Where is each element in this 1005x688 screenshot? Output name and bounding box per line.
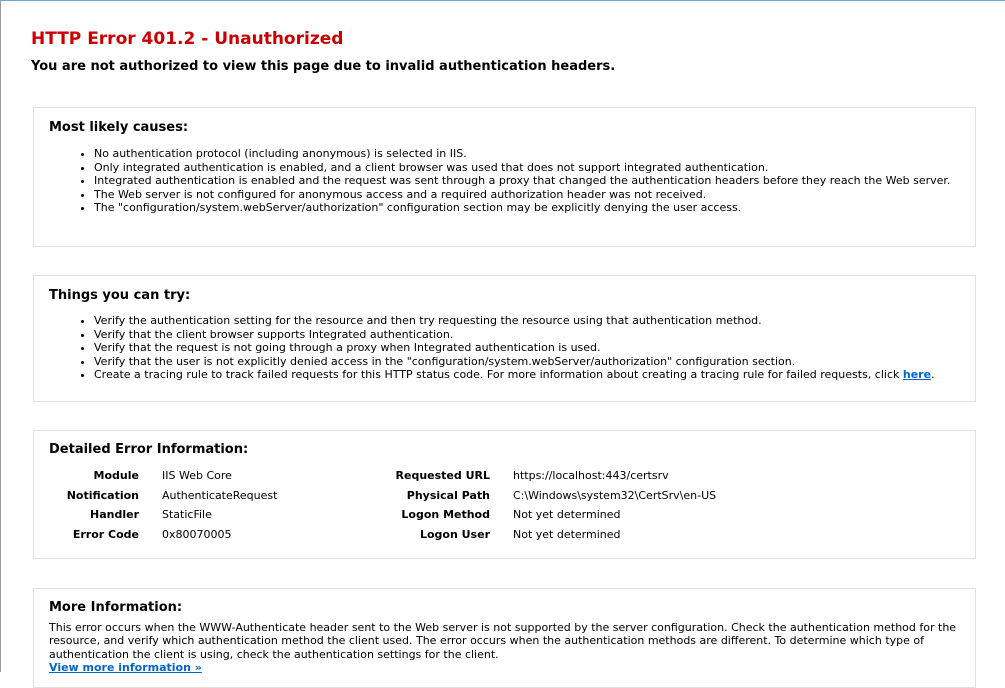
list-item: • The Web server is not configured for anonymous access and a required authorization header was not received. <box>94 188 964 202</box>
physical-path-label: Physical Path <box>406 488 490 502</box>
logon-method-value: Not yet determined <box>513 508 621 522</box>
table-row <box>364 508 716 528</box>
list-item: • Integrated authentication is enabled and the request was sent through a proxy that changed the authentication headers before they reach the Web server. <box>94 174 964 188</box>
causes-panel <box>33 107 976 247</box>
list-item: • Verify that the client browser supports Integrated authentication. <box>94 328 964 342</box>
physical-path-value: C:\Windows\system32\CertSrv\en-US <box>513 488 717 502</box>
table-row <box>49 489 277 509</box>
handler-value: StaticFile <box>162 508 212 522</box>
handler-label: Handler <box>90 508 139 522</box>
try-panel <box>33 275 976 402</box>
detail-panel <box>33 430 976 559</box>
table-row <box>49 508 277 528</box>
list-item: • Only integrated authentication is enabled, and a client browser was used that does not support integrated authentication. <box>94 161 964 175</box>
top-border <box>0 0 1005 1</box>
page-subtitle: You are not authorized to view this page due to invalid authentication headers. <box>31 59 616 74</box>
here-link[interactable]: here <box>902 368 932 382</box>
notification-label: Notification <box>66 488 139 502</box>
notification-value: AuthenticateRequest <box>162 488 278 502</box>
table-row <box>364 528 716 548</box>
page-title: HTTP Error 401.2 - Unauthorized <box>31 29 344 49</box>
list-item: • The "configuration/system.webServer/authorization" configuration section may be explicitly denying the user access. <box>94 201 964 215</box>
tracing-end: . <box>931 368 935 382</box>
detail-table-left <box>49 469 277 548</box>
more-heading: More Information: <box>49 600 183 615</box>
requested-url-value: https://localhost:443/certsrv <box>513 469 669 482</box>
table-row <box>364 489 716 509</box>
table-row <box>364 469 716 489</box>
module-label: Module <box>93 469 139 482</box>
view-more-link[interactable]: View more information » <box>49 661 202 674</box>
error-code-value: 0x80070005 <box>162 528 232 542</box>
list-item: • No authentication protocol (including anonymous) is selected in IIS. <box>94 147 964 161</box>
left-border <box>0 0 1 672</box>
more-panel <box>33 588 976 688</box>
logon-user-value: Not yet determined <box>513 528 621 542</box>
module-value: IIS Web Core <box>162 469 232 482</box>
list-item: • Verify the authentication setting for the resource and then try requesting the resource using that authentication method. <box>94 314 964 328</box>
list-item-tracing <box>94 368 964 382</box>
detail-table-right <box>364 469 716 548</box>
causes-list <box>94 147 964 215</box>
more-text: This error occurs when the WWW-Authenticate header sent to the Web server is not supported by the server configuration. Check the authentication method for the resource, and verify which authentication method the client used. The error occurs when the authentication methods are different. To determine which type of authentication the client is using, check the authentication settings for the client. <box>49 621 957 661</box>
tracing-text: Create a tracing rule to track failed requests for this HTTP status code. For more information about creating a tracing rule for failed requests, click <box>94 368 903 382</box>
causes-heading: Most likely causes: <box>49 120 189 135</box>
list-item: • Verify that the request is not going through a proxy when Integrated authentication is used. <box>94 341 964 355</box>
table-row <box>49 469 277 489</box>
detail-heading: Detailed Error Information: <box>49 442 249 457</box>
try-heading: Things you can try: <box>49 288 191 303</box>
logon-method-label: Logon Method <box>401 508 490 522</box>
error-code-label: Error Code <box>72 528 139 542</box>
logon-user-label: Logon User <box>419 528 490 542</box>
table-row <box>49 528 277 548</box>
try-list <box>94 314 964 382</box>
requested-url-label: Requested URL <box>395 469 490 482</box>
list-item: • Verify that the user is not explicitly denied access in the "configuration/system.webServer/authorization" configuration section. <box>94 355 964 369</box>
